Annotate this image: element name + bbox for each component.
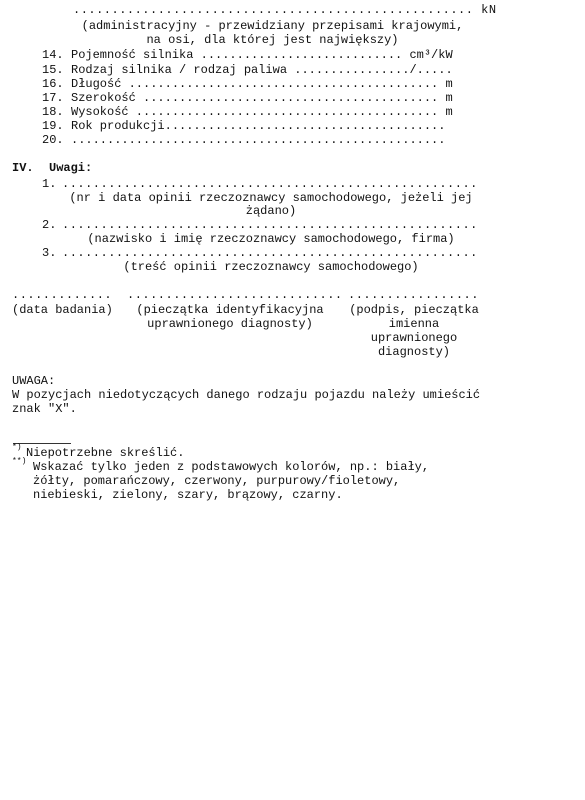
stamp-line: ............................ [127,288,343,302]
row-number: 16. [42,77,64,91]
signature-label: (podpis, pieczątka [349,303,479,317]
exam-date-label: (data badania) [12,303,113,317]
remark-description: (nr i data opinii rzeczoznawcy samochodowego, jeżeli jej [69,191,473,205]
remark-description-cont: żądano) [245,204,297,218]
footnote-divider [13,443,71,444]
row-number: 18. [42,105,64,119]
row13-description-line2: na osi, dla której jest największy) [146,33,399,47]
row-number: 17. [42,91,64,105]
section-number: IV. [12,161,34,175]
row-number: 14. [42,48,64,62]
engine-type-row: Rodzaj silnika / rodzaj paliwa ................/..... [71,63,453,77]
note-text: W pozycjach niedotyczących danego rodzaju pojazdu należy umieścić [12,388,481,402]
empty-row: .................................................... [71,133,446,147]
remark-line: ...................................................... [62,246,478,260]
stamp-label-cont: uprawnionego diagnosty) [147,317,313,331]
footnote-mark: *) [12,443,22,452]
remark-line: ...................................................... [62,218,478,232]
remark-number: 1. [42,177,57,191]
signature-label-cont: diagnosty) [377,345,450,359]
remark-number: 2. [42,218,57,232]
row-number: 19. [42,119,64,133]
signature-line: ................. [348,288,479,302]
remark-number: 3. [42,246,57,260]
note-title: UWAGA: [12,374,56,388]
engine-capacity-row: Pojemność silnika ............................ cm³/kW [71,48,453,62]
footnote-mark: **) [12,457,27,466]
section-heading: Uwagi: [49,161,93,175]
footnote-text-cont: niebieski, zielony, szary, brązowy, czarny. [33,488,343,502]
note-text-cont: znak "X". [12,402,77,416]
footnote-text: Niepotrzebne skreślić. [26,446,185,460]
row13-value-line: .................................................... kN [73,3,497,17]
signature-label-cont: uprawnionego [370,331,458,345]
row-number: 20. [42,133,64,147]
remark-line: ...................................................... [62,177,478,191]
stamp-label: (pieczątka identyfikacyjna [136,303,324,317]
width-row: Szerokość ......................................... m [71,91,453,105]
remark-description: (nazwisko i imię rzeczoznawcy samochodowego, firma) [87,232,455,246]
length-row: Długość ........................................... m [71,77,453,91]
signature-label-cont: imienna [388,317,440,331]
footnote-text: Wskazać tylko jeden z podstawowych kolorów, np.: biały, [33,460,430,474]
height-row: Wysokość .......................................... m [71,105,453,119]
production-year-row: Rok produkcji....................................... [71,119,446,133]
remark-description: (treść opinii rzeczoznawcy samochodowego) [123,260,419,274]
row13-description-line1: (administracyjny - przewidziany przepisami krajowymi, [81,19,464,33]
row-number: 15. [42,63,64,77]
exam-date-line: ............. [12,288,113,302]
footnote-text-cont: żółty, pomarańczowy, czerwony, purpurowy/fioletowy, [33,474,401,488]
